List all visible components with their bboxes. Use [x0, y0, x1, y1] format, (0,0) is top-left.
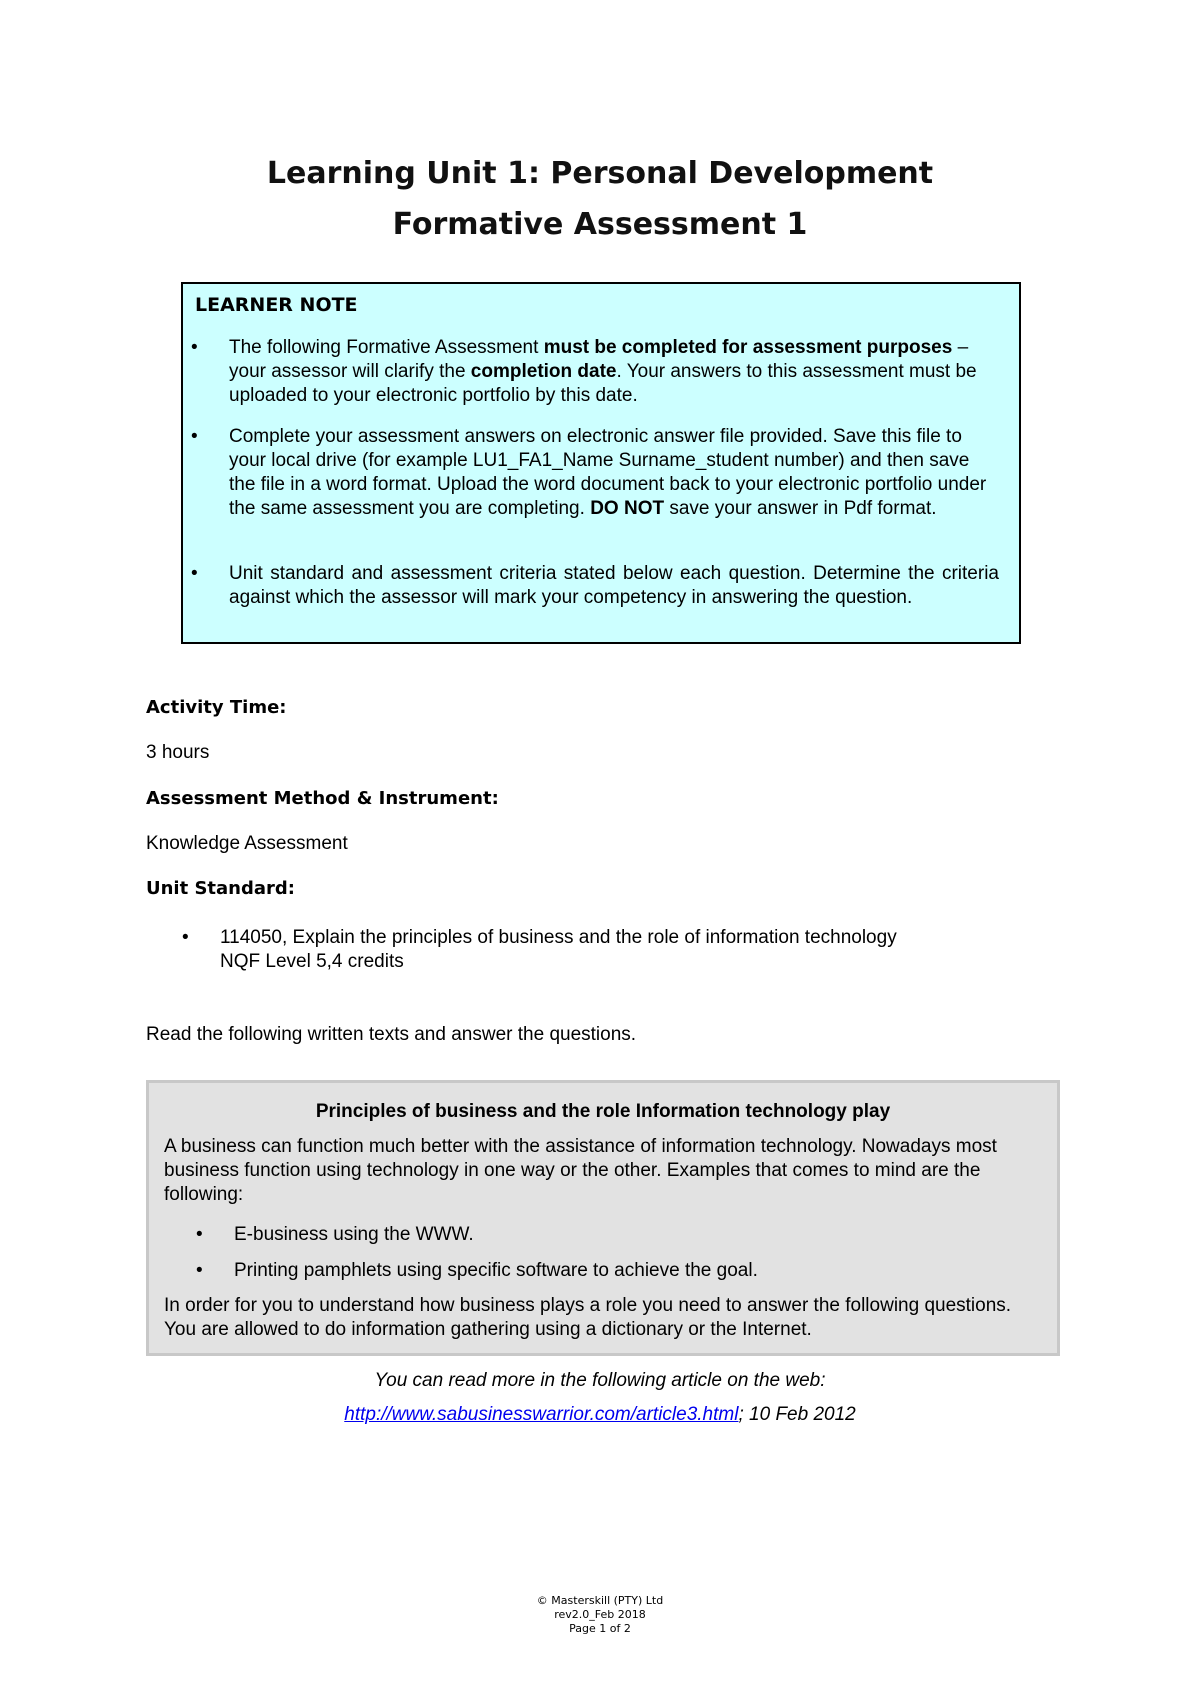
bullet-icon: • — [196, 1260, 203, 1281]
instruction-text: Read the following written texts and answer the questions. — [146, 1024, 637, 1045]
reading-box-intro: A business can function much better with the assistance of information technology. Nowadays most business function using technology in one way or the other. Examples that comes to mind are the following: — [164, 1136, 997, 1205]
reference-line — [0, 1404, 1200, 1426]
assessment-method-value: Knowledge Assessment — [146, 833, 348, 854]
page-footer — [0, 1594, 1200, 1636]
footer-page-number: Page 1 of 2 — [569, 1622, 631, 1635]
unit-standard-label: Unit Standard: — [146, 878, 295, 899]
bullet-icon: • — [196, 1224, 203, 1245]
reading-text-box — [146, 1080, 1060, 1356]
footer-revision: rev2.0_Feb 2018 — [554, 1608, 646, 1621]
learner-note-heading: LEARNER NOTE — [195, 294, 358, 316]
learner-note-box — [181, 282, 1021, 644]
unit-standard-line-1: 114050, Explain the principles of business and the role of information technology — [220, 927, 897, 948]
bullet-icon: • — [191, 563, 198, 584]
reference-date: ; 10 Feb 2012 — [738, 1404, 856, 1425]
activity-time-value: 3 hours — [146, 742, 210, 763]
page-subtitle: Formative Assessment 1 — [392, 207, 808, 242]
reading-box-item-1: • E-business using the WWW. — [196, 1224, 474, 1245]
learner-note-item-1: • The following Formative Assessment must be completed for assessment purposes – your assessor will clarify the completion date. Your answers to this assessment must be uploaded to your electronic portfolio by this date. — [191, 337, 977, 406]
reading-box-title: Principles of business and the role Information technology play — [315, 1101, 891, 1122]
learner-note-item-2: • Complete your assessment answers on electronic answer file provided. Save this file to your local drive (for example LU1_FA1_Name Surname_student number) and then save the file in a word format. Upload the word document back to your electronic portfolio under the same assessment you are completing. DO NOT save your answer in Pdf format. — [191, 426, 987, 519]
page-title: Learning Unit 1: Personal Development — [266, 156, 934, 191]
unit-standard-line-2: NQF Level 5,4 credits — [220, 951, 404, 972]
reading-box-closing: In order for you to understand how business plays a role you need to answer the following questions. You are allowed to do information gathering using a dictionary or the Internet. — [164, 1295, 1012, 1340]
assessment-method-label: Assessment Method & Instrument: — [146, 788, 499, 809]
bullet-icon: • — [191, 337, 198, 358]
activity-time-label: Activity Time: — [146, 697, 287, 718]
learner-note-item-3: • Unit standard and assessment criteria stated below each question. Determine the criteria against which the assessor will mark your competency in answering the question. — [191, 563, 999, 608]
reading-box-item-2: • Printing pamphlets using specific software to achieve the goal. — [196, 1260, 758, 1281]
reference-intro: You can read more in the following article on the web: — [374, 1370, 826, 1391]
footer-copyright: © Masterskill (PTY) Ltd — [536, 1594, 664, 1607]
bullet-icon: • — [191, 426, 198, 447]
article-link[interactable]: http://www.sabusinesswarrior.com/article3.html — [344, 1404, 739, 1425]
unit-standard-item — [182, 926, 1020, 974]
bullet-icon: • — [182, 927, 189, 948]
